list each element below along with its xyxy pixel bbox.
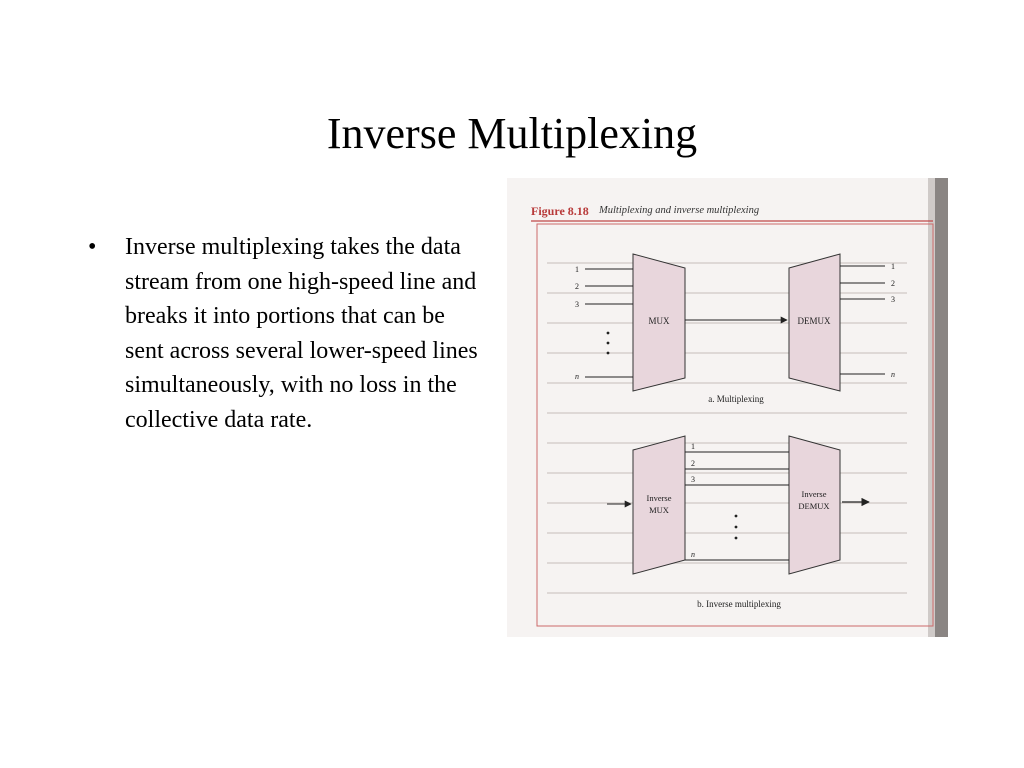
- input-line-label: 3: [575, 300, 579, 309]
- figure-caption: Multiplexing and inverse multiplexing: [599, 205, 760, 216]
- figure-label: Figure 8.18: [531, 204, 589, 218]
- parallel-line-label: 2: [691, 459, 695, 468]
- parallel-line-label: n: [691, 550, 695, 559]
- input-line-label: 1: [575, 265, 579, 274]
- bullet-list: [88, 230, 488, 437]
- inverse-mux-label: Inverse: [646, 493, 672, 503]
- parallel-line-label: 1: [691, 442, 695, 451]
- input-line-label: n: [575, 372, 579, 381]
- parallel-line-label: 3: [691, 475, 695, 484]
- bullet-item: [88, 230, 488, 437]
- part-a-caption: a. Multiplexing: [708, 394, 764, 404]
- mux-label: MUX: [648, 316, 670, 326]
- scan-spine-shadow: [934, 178, 948, 637]
- slide-title: Inverse Multiplexing: [326, 109, 698, 158]
- output-line-label: 3: [891, 295, 895, 304]
- figure-scan: [507, 178, 948, 637]
- output-line-label: 1: [891, 262, 895, 271]
- part-b-caption: b. Inverse multiplexing: [697, 599, 781, 609]
- scan-page: [507, 178, 948, 637]
- inverse-demux-label: Inverse: [801, 489, 827, 499]
- output-line-label: 2: [891, 279, 895, 288]
- input-line-label: 2: [575, 282, 579, 291]
- bullet-text: Inverse multiplexing takes the data stream from one high-speed line and breaks it into portions that can be sent across several lower-speed lines simultaneously, with no loss in the collective data rate.: [125, 234, 478, 433]
- demux-label: DEMUX: [797, 316, 831, 326]
- bullet-mark: •: [88, 234, 97, 260]
- output-line-label: n: [891, 370, 895, 379]
- inverse-demux-label: DEMUX: [798, 501, 830, 511]
- inverse-mux-label: MUX: [649, 505, 669, 515]
